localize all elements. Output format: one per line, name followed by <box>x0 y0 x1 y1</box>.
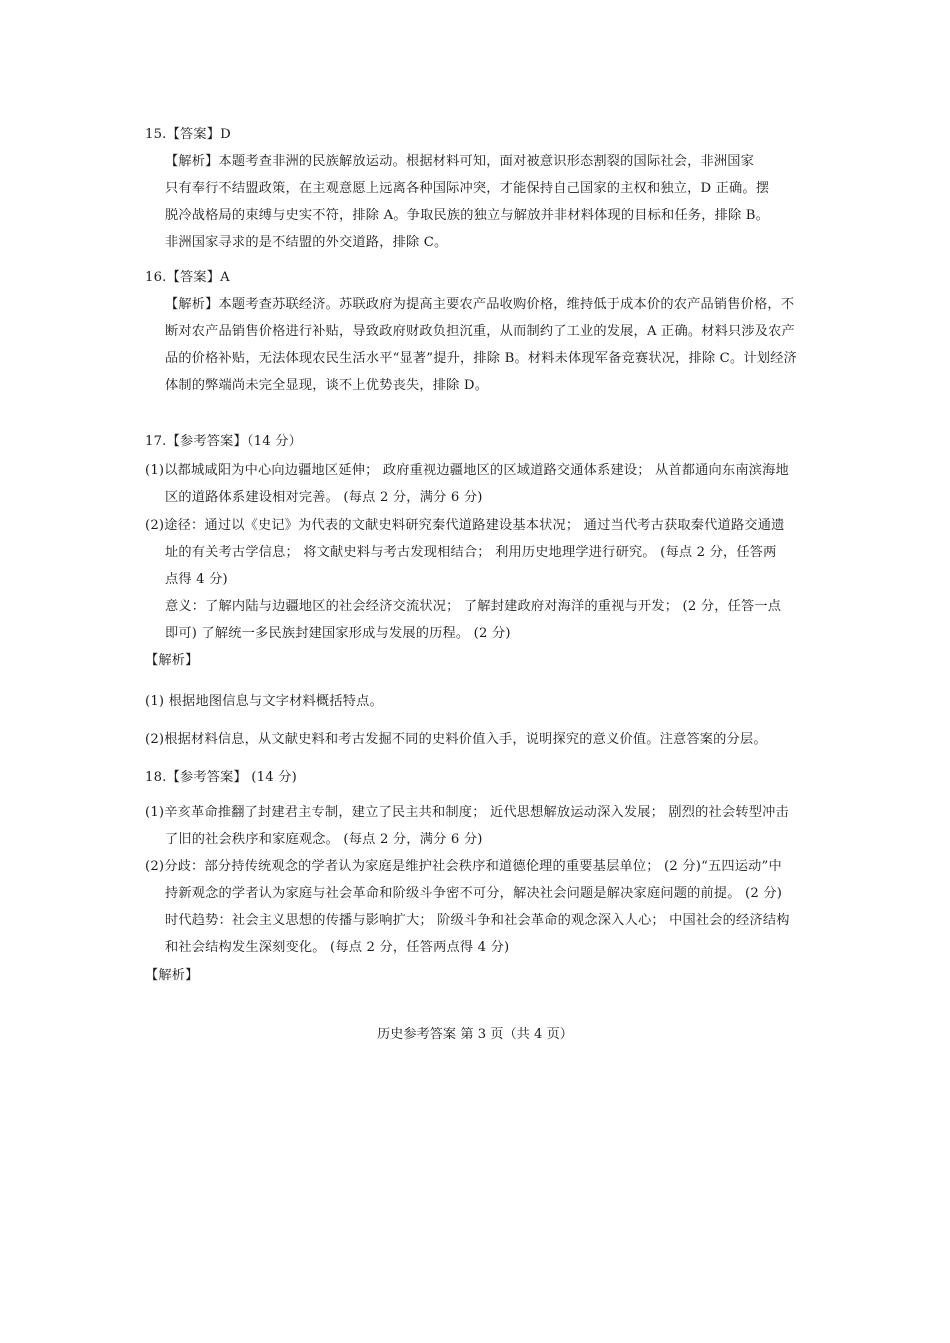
q15-analysis-line: 只有奉行不结盟政策，在主观意愿上远离各种国际冲突，才能保持自己国家的主权和独立，D 正确。摆 <box>165 181 770 196</box>
q17-significance-line: 意义：了解内陆与边疆地区的社会经济交流状况； 了解封建政府对海洋的重视与开发； (2 分，任答一点 <box>165 599 782 614</box>
q17-part2-line: 点得 4 分) <box>165 572 228 587</box>
q15-analysis-line: 脱冷战格局的束缚与史实不符，排除 A。争取民族的独立与解放并非材料体现的目标和任务，排除 B。 <box>165 208 770 223</box>
q16-analysis-line: 品的价格补贴，无法体现农民生活水平“显著”提升，排除 B。材料未体现军备竞赛状况，排除 C。计划经济 <box>165 351 797 366</box>
q15-analysis-line: 【解析】本题考查非洲的民族解放运动。根据材料可知，面对被意识形态割裂的国际社会，非洲国家 <box>165 154 755 169</box>
q18-part2-line: (2)分歧：部分持传统观念的学者认为家庭是维护社会秩序和道德伦理的重要基层单位； (2 分)“五四运动”中 <box>145 859 782 874</box>
q18-part2-line: 持新观念的学者认为家庭与社会革命和阶级斗争密不可分，解决社会问题是解决家庭问题的前提。 (2 分) <box>165 886 783 901</box>
q17-analysis-line: (1) 根据地图信息与文字材料概括特点。 <box>145 694 383 709</box>
page-footer: 历史参考答案 第 3 页（共 4 页） <box>377 1027 573 1042</box>
q17-part1-line: (1)以都城咸阳为中心向边疆地区延伸； 政府重视边疆地区的区域道路交通体系建设； 从首都通向东南滨海地 <box>145 463 789 478</box>
q17-part2-line: (2)途径：通过以《史记》为代表的文献史料研究秦代道路建设基本状况； 通过当代考古获取秦代道路交通遗 <box>145 518 785 533</box>
q17-significance-line: 即可) 了解统一多民族封建国家形成与发展的历程。 (2 分) <box>165 626 511 641</box>
q16-analysis-line: 断对农产品销售价格进行补贴，导致政府财政负担沉重，从而制约了工业的发展，A 正确。材料只涉及农产 <box>165 324 795 339</box>
q16-answer: 16.【答案】A <box>145 270 230 285</box>
q18-analysis-label: 【解析】 <box>145 968 199 983</box>
q17-part1-line: 区的道路体系建设相对完善。 (每点 2 分，满分 6 分) <box>165 490 483 505</box>
q15-answer: 15.【答案】D <box>145 127 231 142</box>
q18-part1-line: (1)辛亥革命推翻了封建君主专制，建立了民主共和制度； 近代思想解放运动深入发展； 剧烈的社会转型冲击 <box>145 805 789 820</box>
q18-trend-line: 时代趋势：社会主义思想的传播与影响扩大； 阶级斗争和社会革命的观念深入人心； 中国社会的经济结构 <box>165 913 790 928</box>
q16-analysis-line: 【解析】本题考查苏联经济。苏联政府为提高主要农产品收购价格，维持低于成本价的农产品销售价格，不 <box>165 297 795 312</box>
q17-analysis-label: 【解析】 <box>145 653 199 668</box>
q15-analysis-line: 非洲国家寻求的是不结盟的外交道路，排除 C。 <box>165 235 448 250</box>
q17-part2-line: 址的有关考古学信息； 将文献史料与考古发现相结合； 利用历史地理学进行研究。 (每点 2 分，任答两 <box>165 545 777 560</box>
q18-header: 18.【参考答案】 (14 分) <box>145 770 297 785</box>
q16-analysis-line: 体制的弊端尚未完全显现，谈不上优势丧失，排除 D。 <box>165 378 489 393</box>
q17-analysis-line: (2)根据材料信息，从文献史料和考古发掘不同的史料价值入手，说明探究的意义价值。注意答案的分层。 <box>145 732 767 747</box>
q18-part1-line: 了旧的社会秩序和家庭观念。 (每点 2 分，满分 6 分) <box>165 832 483 847</box>
q18-trend-line: 和社会结构发生深刻变化。 (每点 2 分，任答两点得 4 分) <box>165 940 510 955</box>
q17-header: 17.【参考答案】（14 分） <box>145 434 303 449</box>
